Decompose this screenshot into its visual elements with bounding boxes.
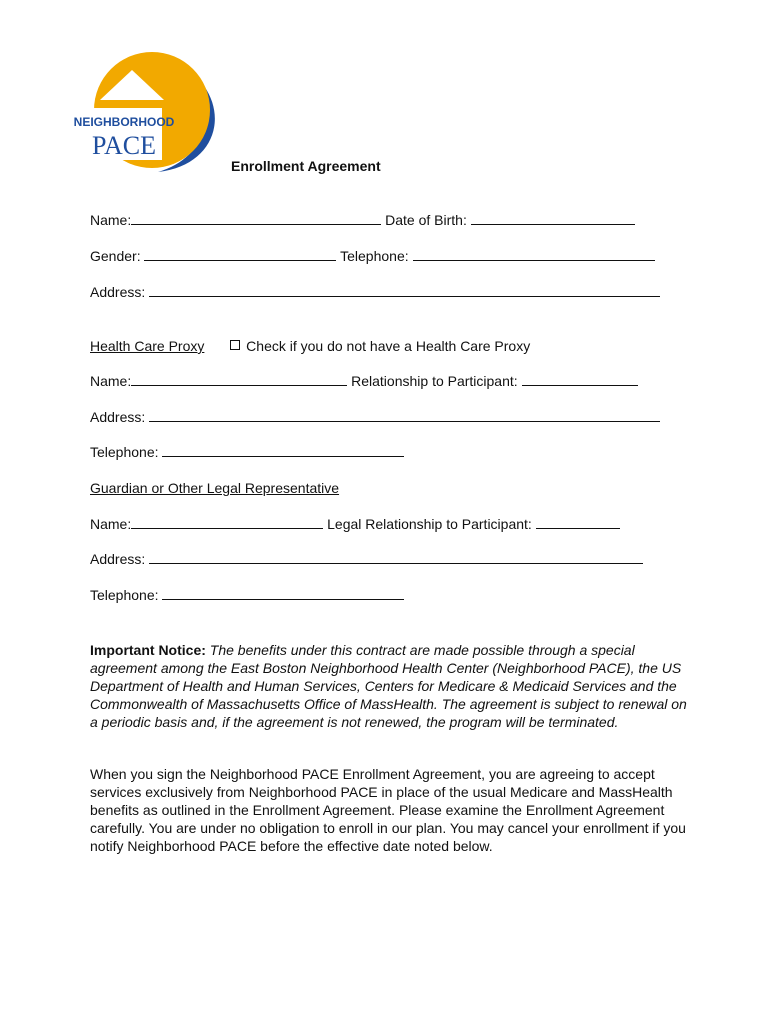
neighborhood-pace-logo [73,48,226,178]
proxy-telephone-label: Telephone: [90,444,159,460]
participant-name-label: Name: [90,212,132,228]
no-proxy-checkbox[interactable] [230,340,240,350]
participant-gender-row [90,247,655,265]
logo-text-pace: PACE [91,131,157,160]
guardian-relationship-field[interactable] [536,515,620,529]
proxy-telephone-row [90,443,404,461]
guardian-name-field[interactable] [131,515,323,529]
proxy-name-label: Name: [90,373,132,389]
guardian-telephone-label: Telephone: [90,587,159,603]
proxy-address-label: Address: [90,409,146,425]
page-title: Enrollment Agreement [231,158,381,174]
guardian-address-field[interactable] [149,550,643,564]
participant-dob-label: Date of Birth: [385,212,467,228]
important-notice-label: Important Notice: [90,642,206,658]
no-proxy-checkbox-label: Check if you do not have a Health Care Proxy [246,338,531,354]
participant-address-field[interactable] [149,283,660,297]
proxy-heading-row [90,337,530,355]
guardian-relationship-label: Legal Relationship to Participant: [327,516,532,532]
participant-address-label: Address: [90,284,146,300]
guardian-heading-row [90,479,339,497]
logo-graphic [73,48,226,178]
participant-address-row [90,283,660,301]
guardian-telephone-field[interactable] [162,586,404,600]
guardian-heading: Guardian or Other Legal Representative [90,480,340,496]
participant-name-row [90,211,635,229]
participant-gender-field[interactable] [144,247,336,261]
proxy-relationship-field[interactable] [522,372,638,386]
participant-dob-field[interactable] [471,211,635,225]
proxy-telephone-field[interactable] [162,443,404,457]
proxy-address-field[interactable] [149,408,660,422]
enrollment-notice-paragraph: When you sign the Neighborhood PACE Enrollment Agreement, you are agreeing to accept services exclusively from Neighborhood PACE in place of the usual Medicare and MassHealth benefits as outlined in the Enrollment Agreement. Please examine the Enrollment Agreement carefully. You are under no obligation to enroll in our plan. You may cancel your enrollment if you notify Neighborhood PACE before the effective date noted below. [90,766,686,854]
participant-telephone-field[interactable] [413,247,655,261]
guardian-address-label: Address: [90,551,146,567]
proxy-name-row [90,372,638,390]
logo-text-neighborhood: NEIGHBORHOOD [73,115,175,129]
guardian-name-label: Name: [90,516,132,532]
participant-telephone-label: Telephone: [340,248,409,264]
important-notice [90,641,690,731]
participant-name-field[interactable] [131,211,381,225]
guardian-name-row [90,515,620,533]
guardian-address-row [90,550,643,568]
proxy-name-field[interactable] [131,372,347,386]
guardian-telephone-row [90,586,404,604]
participant-gender-label: Gender: [90,248,141,264]
proxy-address-row [90,408,660,426]
important-notice-text: The benefits under this contract are made possible through a special agreement among the East Boston Neighborhood Health Center (Neighborhood PACE), the US Department of Health and Human Services, Centers for Medicare & Medicaid Services and the Commonwealth of Massachusetts Office of MassHealth. The agreement is subject to renewal on a periodic basis and, if the agreement is not renewed, the program will be terminated. [90,642,687,730]
proxy-relationship-label: Relationship to Participant: [351,373,518,389]
proxy-heading: Health Care Proxy [90,338,205,354]
